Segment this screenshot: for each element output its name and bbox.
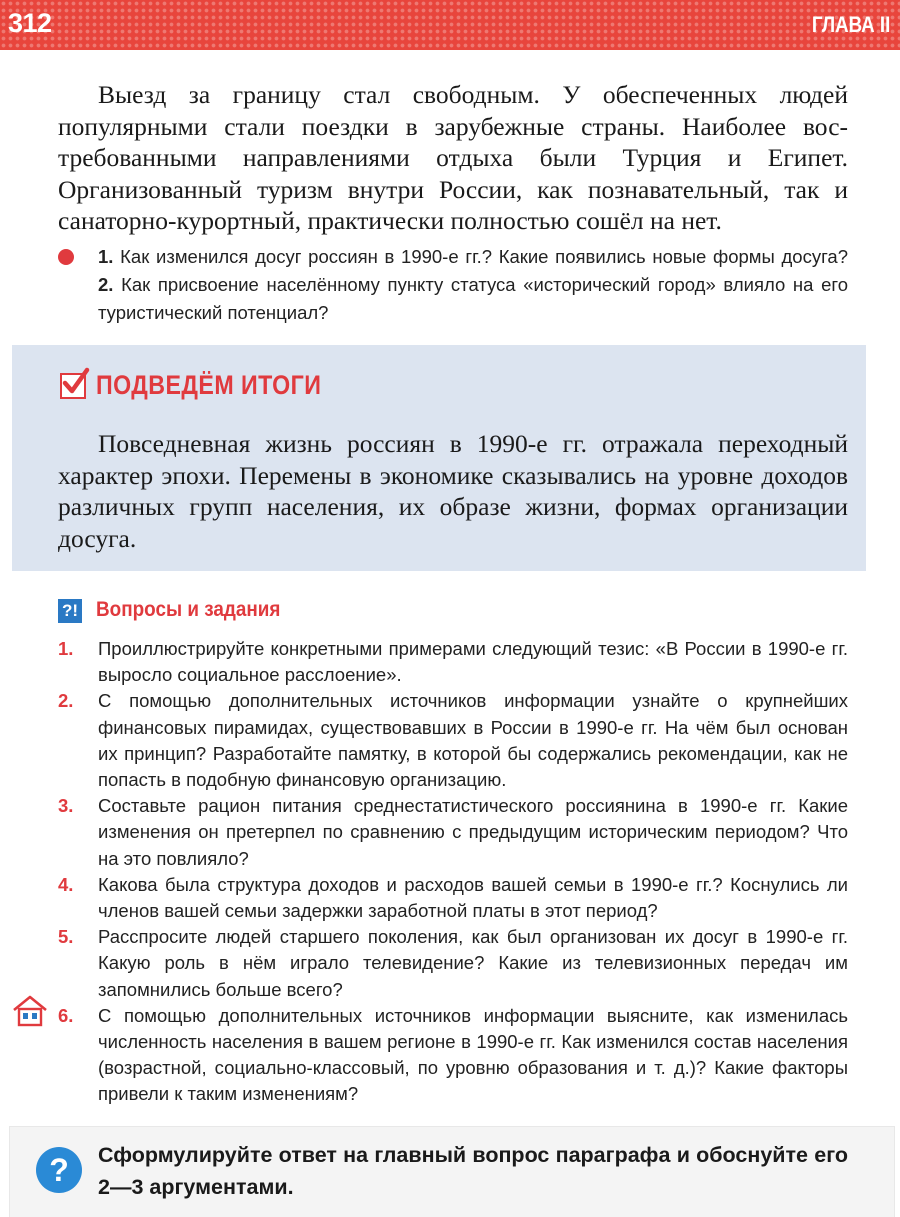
summary-text: Повседневная жизнь россиян в 1990-е гг. отражала переходный характер эпохи. Перемены в экономике сказывались на уровне доходов различных групп населения, их образе жизни, формах организации досуга.: [58, 429, 848, 553]
summary-title: ПОДВЕДЁМ ИТОГИ: [96, 370, 322, 400]
review-questions: [98, 243, 848, 327]
red-dot-icon: [58, 249, 74, 265]
chapter-label: ГЛАВА II: [811, 12, 890, 37]
task-text: С помощью дополнительных источников информации выясните, как изменилась численность населения в вашем регионе в 1990-е гг. Как изменился состав населения (возрастной, социально-классовый, по уровню образования и т. д.)? Какие факторы привели к таким изменениям?: [98, 1004, 848, 1105]
checkmark-icon: [60, 373, 86, 399]
home-icon: [12, 995, 48, 1027]
intro-line: требованными направлениями отдыха были Турция и Египет.: [58, 143, 848, 172]
task-text: Составьте рацион питания среднестатистического россиянина в 1990-е гг. Какие изменения он претерпел по сравнению с предыдущим историческим периодом? Что на это повлияло?: [98, 795, 848, 869]
final-task-text: Сформулируйте ответ на главный вопрос параграфа и обоснуйте его 2—3 аргументами.: [98, 1143, 848, 1199]
task-number: 5.: [58, 926, 74, 948]
question-circle-icon: ?: [36, 1147, 82, 1193]
intro-line: популярными стали поездки в зарубежные страны. Наиболее вос-: [58, 111, 848, 141]
final-task-box: [10, 1127, 894, 1217]
task-number: 2.: [58, 690, 74, 712]
task-item: [58, 924, 848, 1003]
task-item: [58, 636, 848, 688]
task-text: Какова была структура доходов и расходов вашей семьи в 1990-е гг.? Коснулись ли членов вашей семьи задержки заработной платы в этот период?: [98, 873, 848, 922]
task-list: [58, 636, 848, 1108]
intro-line: Выезд за границу стал свободным. У обеспеченных людей: [98, 80, 848, 109]
review-question-number: 2.: [98, 274, 114, 295]
review-question-number: 1.: [98, 246, 114, 267]
task-item: [58, 872, 848, 924]
task-text: С помощью дополнительных источников информации узнайте о крупнейших финансовых пирамидах, существовавших в России в 1990-е гг. На чём был основан их принцип? Разработайте памятку, в которой бы содержались рекомендации, как не попасть в подобную финансовую организацию.: [98, 690, 848, 791]
summary-box: [12, 345, 866, 571]
task-number: 1.: [58, 638, 74, 659]
task-number: 3.: [58, 795, 74, 817]
question-exclamation-icon: ?!: [58, 599, 82, 623]
intro-paragraph: [58, 79, 848, 237]
intro-line: Организованный туризм внутри России, как познавательный, так: [58, 174, 820, 204]
task-item: [58, 793, 848, 872]
review-question-text: Как изменился досуг россиян в 1990-е гг.? Какие появились новые формы досуга?: [120, 246, 849, 267]
task-item: [58, 1003, 848, 1108]
page-header: [0, 0, 900, 50]
task-text: Расспросите людей старшего поколения, как был организован их досуг в 1990-е гг. Какую роль в нём играло телевидение? Какие из телевизионных передач им запомнились больше всего?: [98, 926, 848, 1000]
task-number: 4.: [58, 873, 74, 895]
intro-line: и санаторно-курортный, практически полностью сошёл на нет.: [58, 174, 849, 235]
review-question-text: Как присвоение населённому пункту статуса «исторический город» влияло на его туристический потенциал?: [98, 274, 848, 323]
task-text: Проиллюстрируйте конкретными примерами следующий тезис: «В России в 1990-е гг. выросло социальное расслоение».: [98, 638, 848, 686]
page-number: 312: [8, 8, 52, 38]
task-item: [58, 688, 848, 793]
task-number: 6.: [58, 1004, 74, 1026]
questions-title: Вопросы и задания: [96, 598, 281, 621]
